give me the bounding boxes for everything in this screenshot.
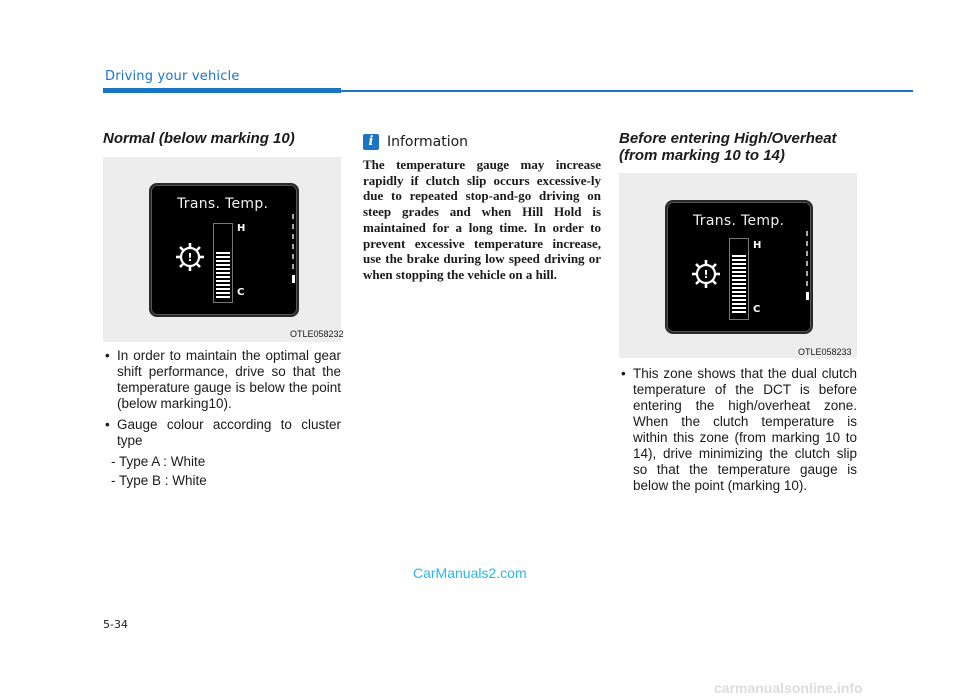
scale-tick bbox=[806, 281, 808, 286]
scale-tick bbox=[292, 244, 294, 249]
left-bullet-list bbox=[103, 348, 341, 489]
scale-tick bbox=[292, 224, 294, 229]
gear-warning-icon bbox=[174, 241, 206, 273]
right-heading-line2: (from marking 10 to 14) bbox=[619, 147, 785, 164]
gauge-figure-high bbox=[619, 173, 857, 358]
watermark-link[interactable]: CarManuals2.com bbox=[413, 565, 527, 581]
cluster-screen bbox=[149, 183, 299, 317]
header-rule-thick bbox=[103, 88, 341, 93]
screen-label: Trans. Temp. bbox=[693, 213, 785, 229]
information-body: The temperature gauge may increase rapidly if clutch slip occurs excessive-ly due to repeated stop-and-go driving on steep grades and when Hill Hold is maintained for a long time. In order to prevent excessive temperature increase, use the brake during low speed driving or when stopping the vehicle on a hill. bbox=[363, 157, 601, 282]
list-item: • Gauge colour according to cluster type bbox=[103, 417, 341, 449]
site-watermark: carmanualsonline.info bbox=[714, 680, 863, 696]
list-item: • In order to maintain the optimal gear shift performance, drive so that the temperature gauge is below the point (below marking10). bbox=[103, 348, 341, 412]
scale-tick bbox=[806, 251, 808, 256]
left-heading: Normal (below marking 10) bbox=[103, 130, 295, 147]
figure-code: OTLE058233 bbox=[798, 347, 852, 357]
scale-tick bbox=[292, 214, 294, 219]
gear-warning-icon bbox=[690, 258, 722, 290]
section-title: Driving your vehicle bbox=[105, 69, 240, 84]
cluster-screen bbox=[665, 200, 813, 334]
gauge-high-label: H bbox=[753, 240, 762, 251]
temperature-bar-stack bbox=[729, 238, 749, 320]
scale-tick-marker bbox=[292, 275, 295, 283]
scale-tick bbox=[806, 241, 808, 246]
svg-text:!: ! bbox=[703, 268, 709, 281]
header-rule-thin bbox=[341, 90, 913, 92]
info-icon: i bbox=[363, 134, 379, 150]
information-title: Information bbox=[387, 134, 469, 150]
scale-tick bbox=[806, 271, 808, 276]
sub-list-item: - Type A : White bbox=[111, 454, 206, 469]
gauge-high-label: H bbox=[237, 223, 246, 234]
screen-label: Trans. Temp. bbox=[177, 196, 269, 212]
scale-tick bbox=[292, 234, 294, 239]
right-heading bbox=[619, 130, 859, 164]
gauge-low-label: C bbox=[237, 287, 245, 298]
right-bullet-list bbox=[619, 366, 857, 499]
right-heading-line1: Before entering High/Overheat bbox=[619, 130, 837, 147]
temperature-bar-stack bbox=[213, 223, 233, 303]
figure-code: OTLE058232 bbox=[290, 329, 344, 339]
gauge-low-label: C bbox=[753, 304, 761, 315]
scale-tick bbox=[806, 261, 808, 266]
list-item: • This zone shows that the dual clutch temperature of the DCT is before entering the high/overheat zone. When the clutch temperature is within this zone (from marking 10 to 14), drive minimizing the clutch slip so that the temperature gauge is below the point (marking 10). bbox=[619, 366, 857, 494]
scale-tick bbox=[292, 264, 294, 269]
scale-tick bbox=[806, 231, 808, 236]
svg-text:!: ! bbox=[187, 251, 193, 264]
scale-tick-marker bbox=[806, 292, 809, 300]
page-number: 5-34 bbox=[103, 618, 128, 631]
sub-list-item: - Type B : White bbox=[111, 473, 207, 488]
gauge-figure-normal bbox=[103, 157, 341, 342]
scale-tick bbox=[292, 254, 294, 259]
